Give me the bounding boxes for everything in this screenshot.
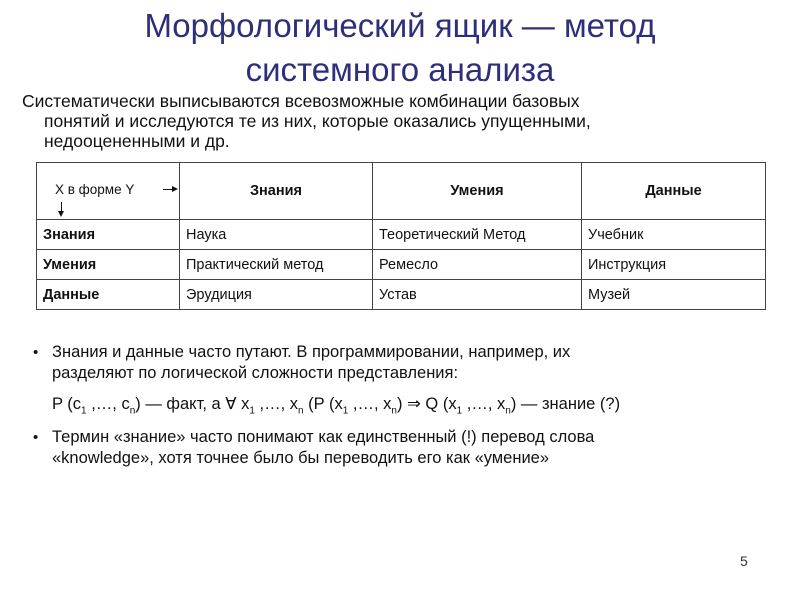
title-line-1: Морфологический ящик — метод <box>144 7 656 44</box>
formula <box>30 394 760 421</box>
corner-label: X в форме Y <box>55 182 135 197</box>
row-header: Знания <box>37 220 180 250</box>
table-cell: Учебник <box>582 220 766 250</box>
bullet-item <box>30 342 760 384</box>
formula-subscript: 1 <box>456 405 463 417</box>
table-corner-cell <box>37 163 180 220</box>
formula-subscript: n <box>298 405 304 417</box>
arrow-right-icon <box>163 189 173 190</box>
bullet-item <box>30 427 760 469</box>
table-cell: Практический метод <box>180 250 373 280</box>
morphological-box-table <box>36 162 766 310</box>
title-line-2: системного анализа <box>245 51 555 88</box>
intro-paragraph <box>22 91 762 151</box>
table-header-row <box>37 163 766 220</box>
bullet-1-line-1: Знания и данные часто путают. В программировании, например, их <box>52 343 571 361</box>
table-cell: Ремесло <box>373 250 582 280</box>
page-title <box>0 4 800 92</box>
table-cell: Устав <box>373 280 582 310</box>
column-header: Данные <box>582 163 766 220</box>
intro-line-1: Систематически выписываются всевозможные комбинации базовых <box>22 91 580 111</box>
bullet-marker-icon: • <box>33 344 39 361</box>
table-cell: Эрудиция <box>180 280 373 310</box>
arrow-down-icon <box>61 202 62 212</box>
formula-subscript: 1 <box>249 405 255 417</box>
formula-part: ) — факт, а ∀ x <box>135 395 250 413</box>
bullet-marker-icon: • <box>33 429 39 447</box>
bullet-2-line-2: «knowledge», хотя точнее было бы переводить его как «умение» <box>52 449 550 468</box>
column-header: Знания <box>180 163 373 220</box>
row-header: Умения <box>37 250 180 280</box>
formula-subscript: n <box>391 405 397 417</box>
formula-part: ,…, x <box>254 395 299 413</box>
formula-subscript: n <box>505 405 511 417</box>
page-number: 5 <box>740 553 748 569</box>
formula-part: ,…, x <box>462 395 506 413</box>
row-header: Данные <box>37 280 180 310</box>
table-cell: Наука <box>180 220 373 250</box>
formula-part: P (c <box>52 395 82 413</box>
table-row <box>37 250 766 280</box>
formula-part: ,…, c <box>86 395 130 413</box>
intro-line-2: понятий и исследуются те из них, которые оказались упущенными, <box>44 111 591 131</box>
bullet-2-line-1: Термин «знание» часто понимают как единственный (!) перевод слова <box>52 428 595 447</box>
formula-subscript: n <box>129 405 136 417</box>
table-row <box>37 220 766 250</box>
formula-part: ) — знание (?) <box>510 395 621 413</box>
formula-part: ,…, x <box>348 395 392 413</box>
table-cell: Теоретический Метод <box>373 220 582 250</box>
table-row <box>37 280 766 310</box>
bullet-1-line-2: разделяют по логической сложности представления: <box>52 364 459 382</box>
bullet-list <box>30 342 760 469</box>
table-cell: Инструкция <box>582 250 766 280</box>
formula-subscript: 1 <box>81 405 87 417</box>
formula-part: ) ⇒ Q (x <box>396 395 457 413</box>
formula-part: (P (x <box>303 395 343 413</box>
formula-subscript: 1 <box>342 405 349 417</box>
column-header: Умения <box>373 163 582 220</box>
table-cell: Музей <box>582 280 766 310</box>
intro-line-3: недооцененными и др. <box>44 131 230 151</box>
